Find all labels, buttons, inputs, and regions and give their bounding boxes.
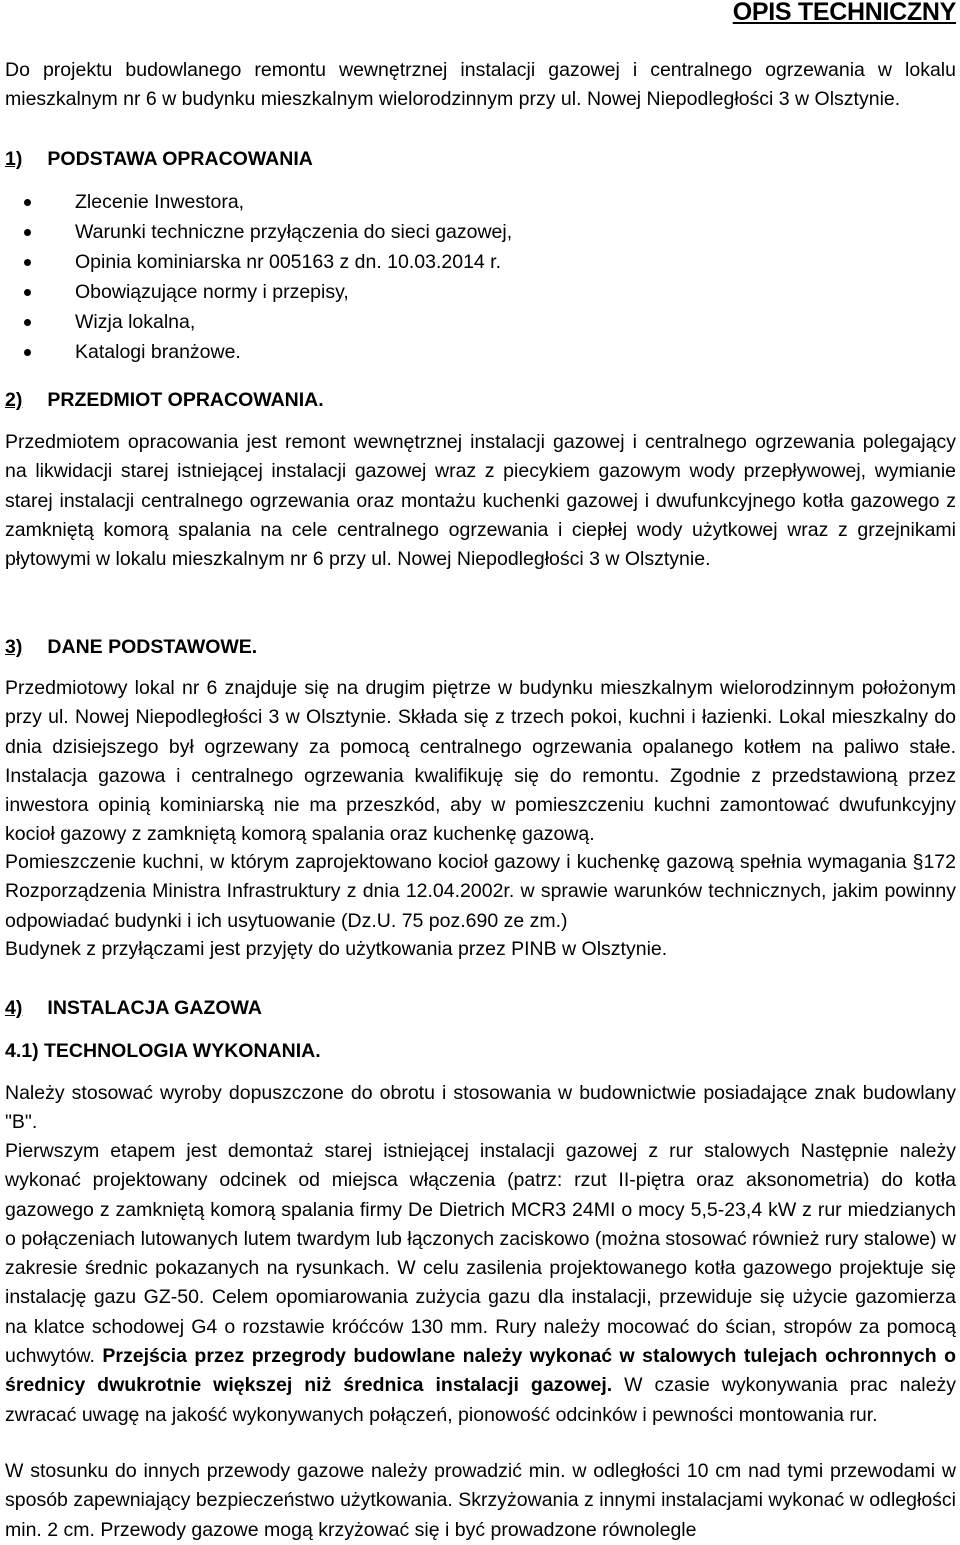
section-3-paragraph-3: Budynek z przyłączami jest przyjęty do użytkowania przez PINB w Olsztynie.	[5, 938, 668, 960]
section-4-paragraph-1: Należy stosować wyroby dopuszczone do obrotu i stosowania w budownictwie posiadające znak budowlany "B".	[5, 1082, 956, 1134]
section-3-number: 3)	[5, 636, 23, 658]
bullet-icon	[24, 289, 31, 296]
list-item: Wizja lokalna,	[5, 307, 512, 337]
section-2-heading	[5, 386, 324, 415]
list-item: Warunki techniczne przyłączenia do sieci gazowej,	[5, 217, 512, 247]
section-4-title: INSTALACJA GAZOWA	[47, 997, 262, 1019]
section-1-heading	[5, 145, 313, 174]
bullet-icon	[24, 319, 31, 326]
section-4-number: 4)	[5, 997, 23, 1019]
list-item: Obowiązujące normy i przepisy,	[5, 277, 512, 307]
section-1-title: PODSTAWA OPRACOWANIA	[47, 148, 313, 170]
section-4-heading	[5, 994, 262, 1023]
section-3-heading	[5, 633, 257, 662]
list-item: Katalogi branżowe.	[5, 337, 512, 367]
intro-paragraph: Do projektu budowlanego remontu wewnętrznej instalacji gazowej i centralnego ogrzewania w lokalu mieszkalnym nr 6 w budynku mieszkalnym wielorodzinnym przy ul. Nowej Niepodległości 3 w Olsztynie.	[5, 59, 956, 111]
list-item: Zlecenie Inwestora,	[5, 187, 512, 217]
bold-requirement-text: Przejścia przez przegrody budowlane należy wykonać w stalowych tulejach ochronnych o średnicy dwukrotnie większej niż średnica instalacji gazowej.	[5, 1345, 956, 1397]
section-2-paragraph: Przedmiotem opracowania jest remont wewnętrznej instalacji gazowej i centralnego ogrzewania polegający na likwidacji starej istniejącej instalacji gazowej wraz z piecykiem gazowym wody przepływowej, wymianie starej instalacji centralnego ogrzewania oraz montażu kuchenki gazowej i dwufunkcyjnego kotła gazowego z zamkniętą komorą spalania na cele centralnego ogrzewania i ciepłej wody użytkowej wraz z grzejnikami płytowymi w lokalu mieszkalnym nr 6 przy ul. Nowej Niepodległości 3 w Olsztynie.	[5, 431, 956, 571]
section-3-title: DANE PODSTAWOWE.	[47, 636, 258, 658]
document-title: OPIS TECHNICZNY	[732, 0, 956, 26]
bullet-icon	[24, 229, 31, 236]
section-3-paragraph-1: Przedmiotowy lokal nr 6 znajduje się na drugim piętrze w budynku mieszkalnym wielorodzinnym położonym przy ul. Nowej Niepodległości 3 w Olsztynie. Składa się z trzech pokoi, kuchni i łazienki. Lokal mieszkalny do dnia dzisiejszego był ogrzewany za pomocą centralnego ogrzewania opalanego kotłem na paliwo stałe. Instalacja gazowa i centralnego ogrzewania kwalifikuję się do remontu. Zgodnie z przedstawioną przez inwestora opinią kominiarską nie ma przeszkód, aby w pomieszczeniu kuchni zamontować dwufunkcyjny kocioł gazowy z zamkniętą komorą spalania oraz kuchenkę gazową.	[5, 677, 956, 846]
bullet-icon	[24, 259, 31, 266]
section-2-number: 2)	[5, 389, 23, 411]
section-1-number: 1)	[5, 148, 23, 170]
bullet-icon	[24, 349, 31, 356]
section-4-paragraph-2: Pierwszym etapem jest demontaż starej istniejącej instalacji gazowej z rur stalowych Następnie należy wykonać projektowany odcinek od miejsca włączenia (patrz: rzut II-piętra oraz aksonometria) do kotła gazowego z zamkniętą komorą spalania firmy De Dietrich MCR3 24MI o mocy 5,5-23,4 kW z rur miedzianych o połączeniach lutowanych lutem twardym lub łączonych zaciskowo (można stosować również rury stalowe) w zakresie średnic pokazanych na rysunkach. W celu zasilenia projektowanego kotła gazowego projektuje się instalację gazu GZ-50. Celem opomiarowania zużycia gazu dla instalacji, przewiduje się użycie gazomierza na klatce schodowej G4 o rozstawie króćców 130 mm. Rury należy mocować do ścian, stropów za pomocą uchwytów. Przejścia przez przegrody budowlane należy wykonać w stalowych tulejach ochronnych o średnicy dwukrotnie większej niż średnica instalacji gazowej. W czasie wykonywania prac należy zwracać uwagę na jakość wykonywanych połączeń, pionowość odcinków i pewności montowania rur.	[5, 1140, 956, 1426]
basis-list	[5, 187, 512, 367]
subsection-4-1-heading: 4.1) TECHNOLOGIA WYKONANIA.	[5, 1040, 321, 1062]
bullet-icon	[24, 199, 31, 206]
section-4-paragraph-3: W stosunku do innych przewody gazowe należy prowadzić min. w odległości 10 cm nad tymi przewodami w sposób zapewniający bezpieczeństwo użytkowania. Skrzyżowania z innymi instalacjami wykonać w odległości min. 2 cm. Przewody gazowe mogą krzyżować się i być prowadzone równolegle	[5, 1460, 956, 1541]
section-2-title: PRZEDMIOT OPRACOWANIA.	[47, 389, 324, 411]
section-3-paragraph-2: Pomieszczenie kuchni, w którym zaprojektowano kocioł gazowy i kuchenkę gazową spełnia wymagania §172 Rozporządzenia Ministra Infrastruktury z dnia 12.04.2002r. w sprawie warunków technicznych, jakim powinny odpowiadać budynki i ich usytuowanie (Dz.U. 75 poz.690 ze zm.)	[5, 851, 956, 932]
list-item: Opinia kominiarska nr 005163 z dn. 10.03.2014 r.	[5, 247, 512, 277]
